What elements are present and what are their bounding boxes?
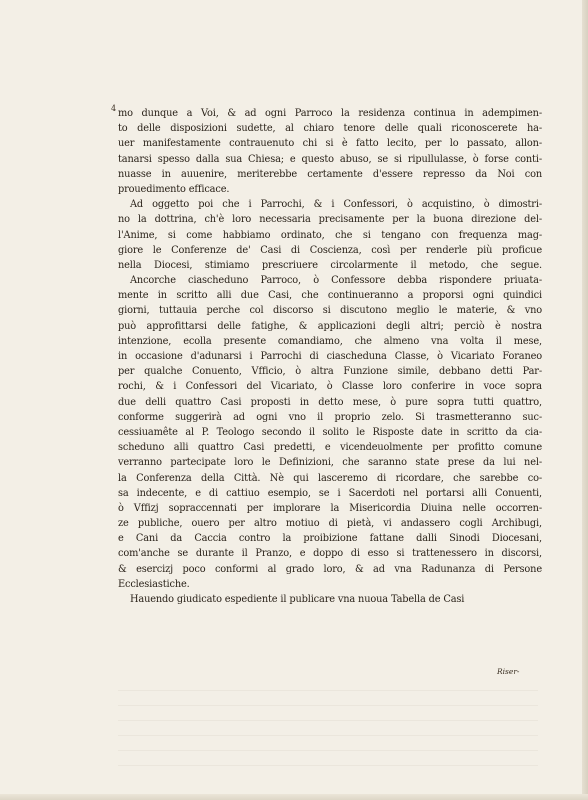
page-bottom-edge	[0, 794, 588, 800]
text-line: intenzione, ecolla presente comandiamo, che almeno vna volta il mese,	[118, 335, 542, 347]
text-line: giorni, tuttauia perche col discorso si discutono meglio le materie, & vno	[118, 305, 542, 317]
text-line: nella Diocesi, stimiamo prescriuere circolarmente il metodo, che segue.	[118, 259, 542, 271]
catchword: Riser-	[497, 667, 520, 676]
text-line: Ecclesiastiche.	[118, 578, 190, 590]
text-line: giore le Conferenze de' Casi di Coscienza, così per renderle più proficue	[118, 244, 542, 256]
text-line: rochi, & i Confessori del Vicariato, ò Classe loro conferire in voce sopra	[118, 381, 542, 393]
text-line: mo dunque a Voi, & ad ogni Parroco la residenza continua in adempimen-	[118, 108, 542, 119]
paper-bleed-through	[118, 690, 538, 770]
text-line: la Conferenza della Città. Nè qui lasceremo di ricordare, che sarebbe co-	[118, 472, 542, 484]
text-line: nuasse in auuenire, meriterebbe certamente d'essere represso da Noi con	[118, 168, 542, 180]
page-edge-shadow	[582, 0, 588, 800]
text-line: in occasione d'adunarsi i Parrochi di ciascheduna Classe, ò Vicariato Foraneo	[118, 351, 542, 362]
text-line: verranno partecipate loro le Definizioni, che saranno state prese da lui nel-	[118, 457, 542, 469]
text-line: uer manifestamente contrauenuto chi si è fatto lecito, per lo passato, allon-	[118, 138, 542, 150]
page-number: 4	[111, 104, 117, 113]
text-line: Ad oggetto poi che i Parrochi, & i Confessori, ò acquistino, ò dimostri-	[130, 199, 542, 211]
text-line: scheduno alli quattro Casi predetti, e vicendeuolmente per profitto comune	[118, 442, 542, 454]
text-line: & esercizj poco conformi al grado loro, & ad vna Radunanza di Persone	[118, 563, 542, 575]
text-line: mente in scritto alli due Casi, che continueranno a proporsi ogni quindici	[118, 290, 542, 302]
text-line: tanarsi spesso dalla sua Chiesa; e questo abuso, se si ripullulasse, ò forse conti-	[118, 153, 542, 165]
text-line: ò Vffizj sopraccennati per implorare la Misericordia Diuina nelle occorren-	[118, 502, 542, 514]
text-line: cessiuamête al P. Teologo secondo il solito le Risposte date in scritto da cia-	[118, 426, 542, 438]
text-line: Ancorche ciascheduno Parroco, ò Confessore debba rispondere priuata-	[130, 275, 542, 287]
text-line: conforme suggerirà ad ogni vno il proprio zelo. Si trasmetteranno suc-	[118, 411, 542, 423]
text-line: no la dottrina, ch'è loro necessaria precisamente per la buona direzione del-	[118, 214, 542, 226]
text-line: e Cani da Caccia contro la proibizione fattane dalli Sinodi Diocesani,	[118, 533, 542, 545]
text-line: l'Anime, si come habbiamo ordinato, che si tengano con frequenza mag-	[118, 229, 542, 241]
body-text	[118, 106, 542, 607]
text-line: due delli quattro Casi proposti in detto mese, ò pure sopra tutti quattro,	[118, 396, 542, 408]
text-line: può approfittarsi delle fatighe, & applicazioni degli altri; perciò è nostra	[118, 320, 542, 332]
text-line: prouedimento efficace.	[118, 183, 230, 195]
text-line: sa indecente, e di cattiuo esempio, se i Sacerdoti nel portarsi alli Conuenti,	[118, 487, 542, 499]
text-line: Hauendo giudicato espediente il publicare vna nuoua Tabella de Casi	[130, 594, 465, 605]
text-line: com'anche se durante il Pranzo, e doppo di esso si trattenessero in discorsi,	[118, 548, 542, 560]
text-line: to delle disposizioni sudette, al chiaro tenore delle quali riconoscerete ha-	[118, 123, 542, 135]
text-line: per qualche Conuento, Vfficio, ò altra Funzione simile, debbano detti Par-	[118, 366, 542, 378]
text-line: ze publiche, ouero per altro motiuo di pietà, vi andassero cogli Archibugi,	[118, 518, 542, 530]
